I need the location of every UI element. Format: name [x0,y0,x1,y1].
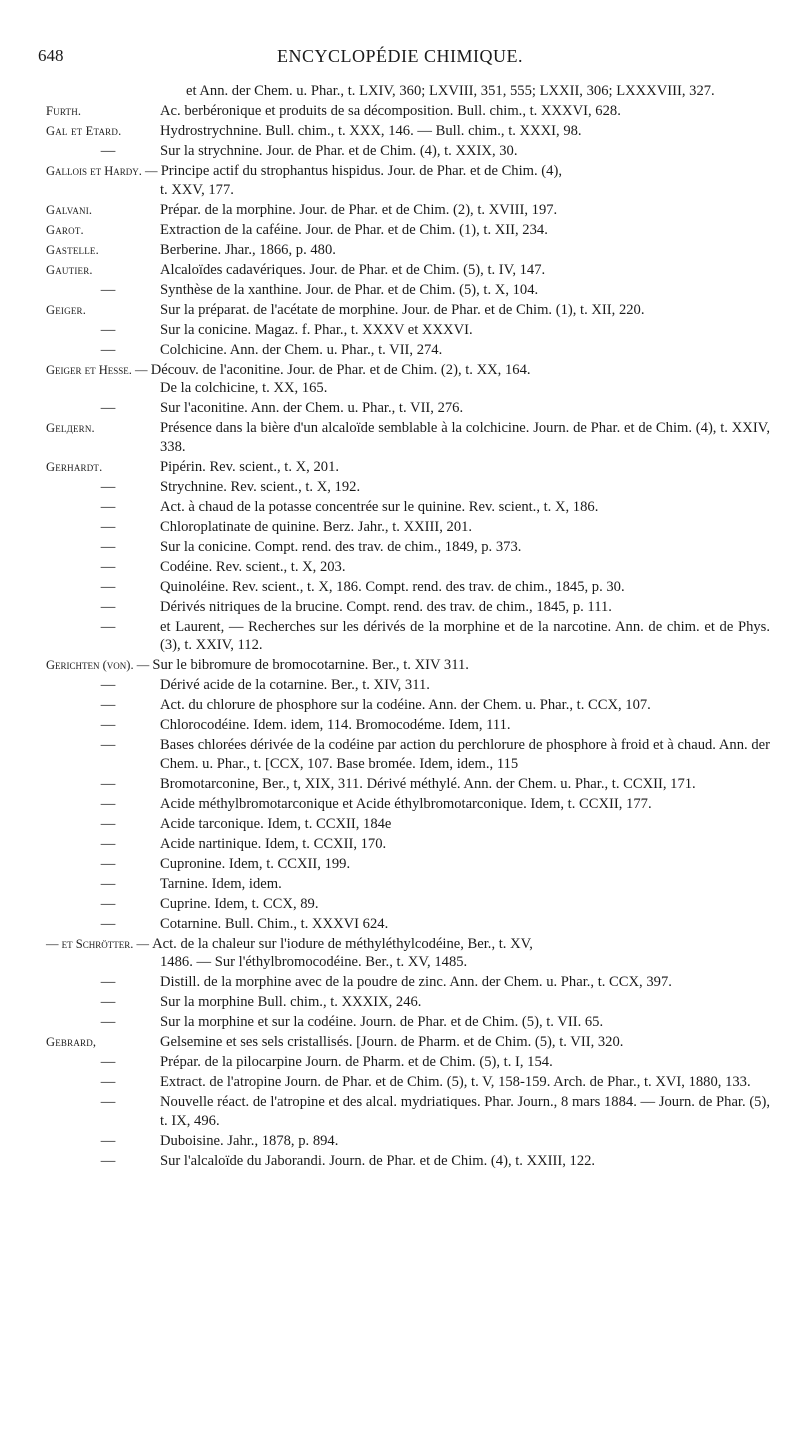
bibliography-entry [0,915,800,934]
entry-dash: — [100,1094,116,1110]
entry-dash: — [100,915,116,932]
bibliography-entry [0,875,800,894]
bibliography-entry [0,895,800,914]
entry-text: Acide méthylbromotarconique et Acide éthylbromotarconique. Idem, t. CCXII, 177. [160,795,652,812]
entry-text: Act. du chlorure de phosphore sur la codéine. Ann. der Chem. u. Phar., t. CCX, 107. [160,697,651,713]
entry-author: Geiger. [46,302,87,317]
entry-text: Berberine. Jhar., 1866, p. 480. [160,241,336,258]
bibliography-entry [0,478,800,497]
entry-text: Hydrostrychnine. Bull. chim., t. XXX, 146. — Bull. chim., t. XXXI, 98. [160,123,582,139]
bibliography-entry [0,518,800,537]
entry-dash: — [100,321,116,338]
entry-author: Geiger et Hesse. — [46,362,151,377]
entry-dash: — [100,578,116,595]
bibliography-entry [0,578,800,597]
entry-text: Tarnine. Idem, idem. [160,875,282,892]
bibliography-entry [0,656,800,675]
bibliography-entry [0,676,800,695]
bibliography-entry [0,1093,800,1130]
bibliography-entry [0,261,800,280]
entry-author: Garot. [46,222,84,237]
bibliography-entry [0,458,800,477]
bibliography-entry [0,399,800,418]
bibliography-entry [0,815,800,834]
entry-dash: — [100,400,116,416]
entry-dash: — [100,498,116,515]
bibliography-entry [0,736,800,773]
entry-text: Ac. berbéronique et produits de sa décomposition. Bull. chim., t. XXXVI, 628. [160,103,621,119]
entry-text [46,935,770,972]
entry-text: Cotarnine. Bull. Chim., t. XXXVI 624. [160,915,389,932]
bibliography-entry [0,993,800,1012]
entry-dash: — [100,1074,116,1090]
bibliography-entry [0,102,800,121]
bibliography-entry [0,162,800,199]
entry-text: Duboisine. Jahr., 1878, p. 894. [160,1132,339,1149]
entry-dash: — [100,1132,116,1149]
entry-dash: — [100,717,116,733]
entry-text: Prépar. de la morphine. Jour. de Phar. et de Chim. (2), t. XVIII, 197. [160,201,558,218]
page-number: 648 [38,46,64,65]
bibliography-entry [0,1152,800,1171]
bibliography-entry [0,618,800,655]
entry-dash: — [100,815,116,832]
bibliography-entry [0,1132,800,1151]
entry-author: Gelдern. [46,421,95,435]
entry-text: Quinoléine. Rev. scient., t. X, 186. Compt. rend. des trav. de chim., 1845, p. 30. [160,578,625,595]
entry-text: Dérivé acide de la cotarnine. Ber., t. XIV, 311. [160,677,430,693]
bibliography-entry [0,301,800,320]
entry-dash: — [100,1152,116,1169]
entry-text: Nouvelle réact. de l'atropine et des alcal. mydriatiques. Phar. Journ., 8 mars 1884. — Journ. de Phar. (5), t. IX, 496. [160,1094,770,1129]
entry-text: Alcaloïdes cadavériques. Jour. de Phar. et de Chim. (5), t. IV, 147. [160,261,546,278]
entry-dash: — [100,143,116,159]
entry-text: Sur l'alcaloïde du Jaborandi. Journ. de Phar. et de Chim. (4), t. XXIII, 122. [160,1152,596,1169]
bibliography-entry [0,1053,800,1072]
bibliography-entry [0,1033,800,1052]
bibliography-entry [0,361,800,398]
entry-dash: — [100,1054,116,1070]
entry-author: Furth. [46,104,82,118]
entry-text: Chloroplatinate de quinine. Berz. Jahr., t. XXIII, 201. [160,518,473,535]
bibliography-entry [0,935,800,972]
entry-text: Gelsemine et ses sels cristallisés. [Journ. de Pharm. et de Chim. (5), t. VII, 320. [160,1034,624,1050]
entry-text: Sur la préparat. de l'acétate de morphine. Jour. de Phar. et de Chim. (1), t. XII, 220. [160,301,645,318]
bibliography-entry [0,696,800,715]
entry-dash: — [100,538,116,555]
entry-text: Act. à chaud de la potasse concentrée sur le quinine. Rev. scient., t. X, 186. [160,498,599,515]
entry-author: Gautier. [46,262,93,277]
entry-text: Sur la strychnine. Jour. de Phar. et de Chim. (4), t. XXIX, 30. [160,143,518,159]
entry-text: Synthèse de la xanthine. Jour. de Phar. et de Chim. (5), t. X, 104. [160,281,539,298]
bibliography-entry [0,221,800,240]
bibliography-entry [0,1013,800,1032]
entry-text: Cupronine. Idem, t. CCXII, 199. [160,855,351,872]
entry-author: — et Schrötter. — [46,936,153,951]
entry-dash: — [100,895,116,912]
bibliography-entry [0,835,800,854]
entry-text: Codéine. Rev. scient., t. X, 203. [160,558,346,575]
entry-text: et Laurent, — Recherches sur les dérivés de la morphine et de la narcotine. Ann. de chim. et de Phys. (3), t. XXIV, 112. [160,618,770,653]
entry-text: Bases chlorées dérivée de la codéine par action du perchlorure de phosphore à froid et à chaud. Ann. der Chem. u. Phar., t. [CCX, 107. Base bromée. Idem, idem., 115 [160,737,770,772]
entry-text: Extraction de la caféine. Jour. de Phar. et de Chim. (1), t. XII, 234. [160,221,548,238]
entry-dash: — [100,478,116,495]
entry-text: Extract. de l'atropine Journ. de Phar. et de Chim. (5), t. V, 158-159. Arch. de Phar., t. XVI, 1880, 133. [160,1074,751,1090]
entry-dash: — [100,994,116,1010]
bibliography-entry [0,321,800,340]
bibliography-entry [0,973,800,992]
entry-dash: — [100,795,116,812]
bibliography-entry [0,122,800,141]
entry-text: Bromotarconine, Ber., t, XIX, 311. Dérivé méthylé. Ann. der Chem. u. Phar., t. CCXII, 171. [160,775,696,792]
entry-text: Colchicine. Ann. der Chem. u. Phar., t. VII, 274. [160,341,443,358]
entry-dash: — [100,875,116,892]
entry-dash: — [100,775,116,792]
bibliography-entry [0,538,800,557]
page-header [0,46,800,74]
entry-continuation: 1486. — Sur l'éthylbromocodéine. Ber., t. XV, 1485. [160,954,468,970]
bibliography-entry [0,142,800,161]
entry-dash: — [100,737,116,753]
entry-author: Gastelle. [46,242,99,257]
bibliography-entry [0,201,800,220]
entry-author: Gal et Etard. [46,124,122,138]
bibliography-entry [0,1073,800,1092]
entry-dash: — [100,835,116,852]
entry-text: Strychnine. Rev. scient., t. X, 192. [160,478,361,495]
entry-dash: — [100,618,116,635]
entry-text [46,162,770,199]
entry-dash: — [100,341,116,358]
bibliography-entry [0,716,800,735]
entry-text: Dérivés nitriques de la brucine. Compt. rend. des trav. de chim., 1845, p. 111. [160,598,612,615]
entry-author: Gebrard, [46,1035,97,1049]
entry-author: Galvani. [46,202,93,217]
entry-main: Principe actif du strophantus hispidus. Jour. de Phar. et de Chim. (4), [160,163,562,179]
entry-text: Pipérin. Rev. scient., t. X, 201. [160,458,340,475]
bibliography-entry [0,498,800,517]
bibliography-entry [0,419,800,456]
entry-text: Sur l'aconitine. Ann. der Chem. u. Phar., t. VII, 276. [160,400,464,416]
bibliography-entry [0,855,800,874]
entry-dash: — [100,1014,116,1030]
entry-main: Act. de la chaleur sur l'iodure de méthyléthylcodéine, Ber., t. XV, [152,935,533,952]
entry-dash: — [100,677,116,693]
bibliography-entry [0,341,800,360]
entry-text: et Ann. der Chem. u. Phar., t. LXIV, 360; LXVIII, 351, 555; LXXII, 306; LXXXVIII, 327. [186,83,715,99]
entry-text: Sur la morphine et sur la codéine. Journ. de Phar. et de Chim. (5), t. VII. 65. [160,1014,604,1030]
bibliography-entry [0,558,800,577]
entry-text: Présence dans la bière d'un alcaloïde semblable à la colchicine. Journ. de Phar. et de Chim. (4), t. XXIV, 338. [160,420,770,455]
bibliography-entry [0,775,800,794]
entry-dash: — [100,974,116,990]
entry-continuation: De la colchicine, t. XX, 165. [160,380,328,396]
entry-text: Cuprine. Idem, t. CCX, 89. [160,895,319,912]
entry-continuation: t. XXV, 177. [160,181,234,198]
entry-text: Sur la conicine. Magaz. f. Phar., t. XXXV et XXXVI. [160,321,473,338]
entry-author: Gerhardt. [46,459,103,474]
entry-dash: — [100,598,116,615]
entry-dash: — [100,558,116,575]
entry-author: Gallois et Hardy. — [46,164,161,178]
bibliography-entry [0,281,800,300]
entry-text: Sur la morphine Bull. chim., t. XXXIX, 246. [160,994,422,1010]
entry-text [46,656,770,675]
entry-text: Acide tarconique. Idem, t. CCXII, 184e [160,815,392,832]
entry-main: Découv. de l'aconitine. Jour. de Phar. et de Chim. (2), t. XX, 164. [150,361,531,378]
entry-dash: — [100,855,116,872]
entry-dash: — [100,697,116,713]
bibliography-entry [0,598,800,617]
entry-text: Prépar. de la pilocarpine Journ. de Pharm. et de Chim. (5), t. I, 154. [160,1054,553,1070]
entry-main: Sur le bibromure de bromocotarnine. Ber., t. XIV 311. [152,657,469,673]
entry-text: Acide nartinique. Idem, t. CCXII, 170. [160,835,387,852]
entry-dash: — [100,281,116,298]
entry-text: Distill. de la morphine avec de la poudre de zinc. Ann. der Chem. u. Phar., t. CCX, 397. [160,974,672,990]
entry-author: Gerichten (von). — [46,658,153,672]
entry-text: Sur la conicine. Compt. rend. des trav. de chim., 1849, p. 373. [160,538,522,555]
bibliography-entry [0,795,800,814]
bibliography-entry [0,241,800,260]
running-title: ENCYCLOPÉDIE CHIMIQUE. [277,46,523,66]
entry-dash: — [100,518,116,535]
entry-text: Chlorocodéine. Idem. idem, 114. Bromocodéme. Idem, 111. [160,717,511,733]
bibliography-list [0,82,800,1172]
entry-text [46,361,770,398]
bibliography-entry [0,82,800,101]
